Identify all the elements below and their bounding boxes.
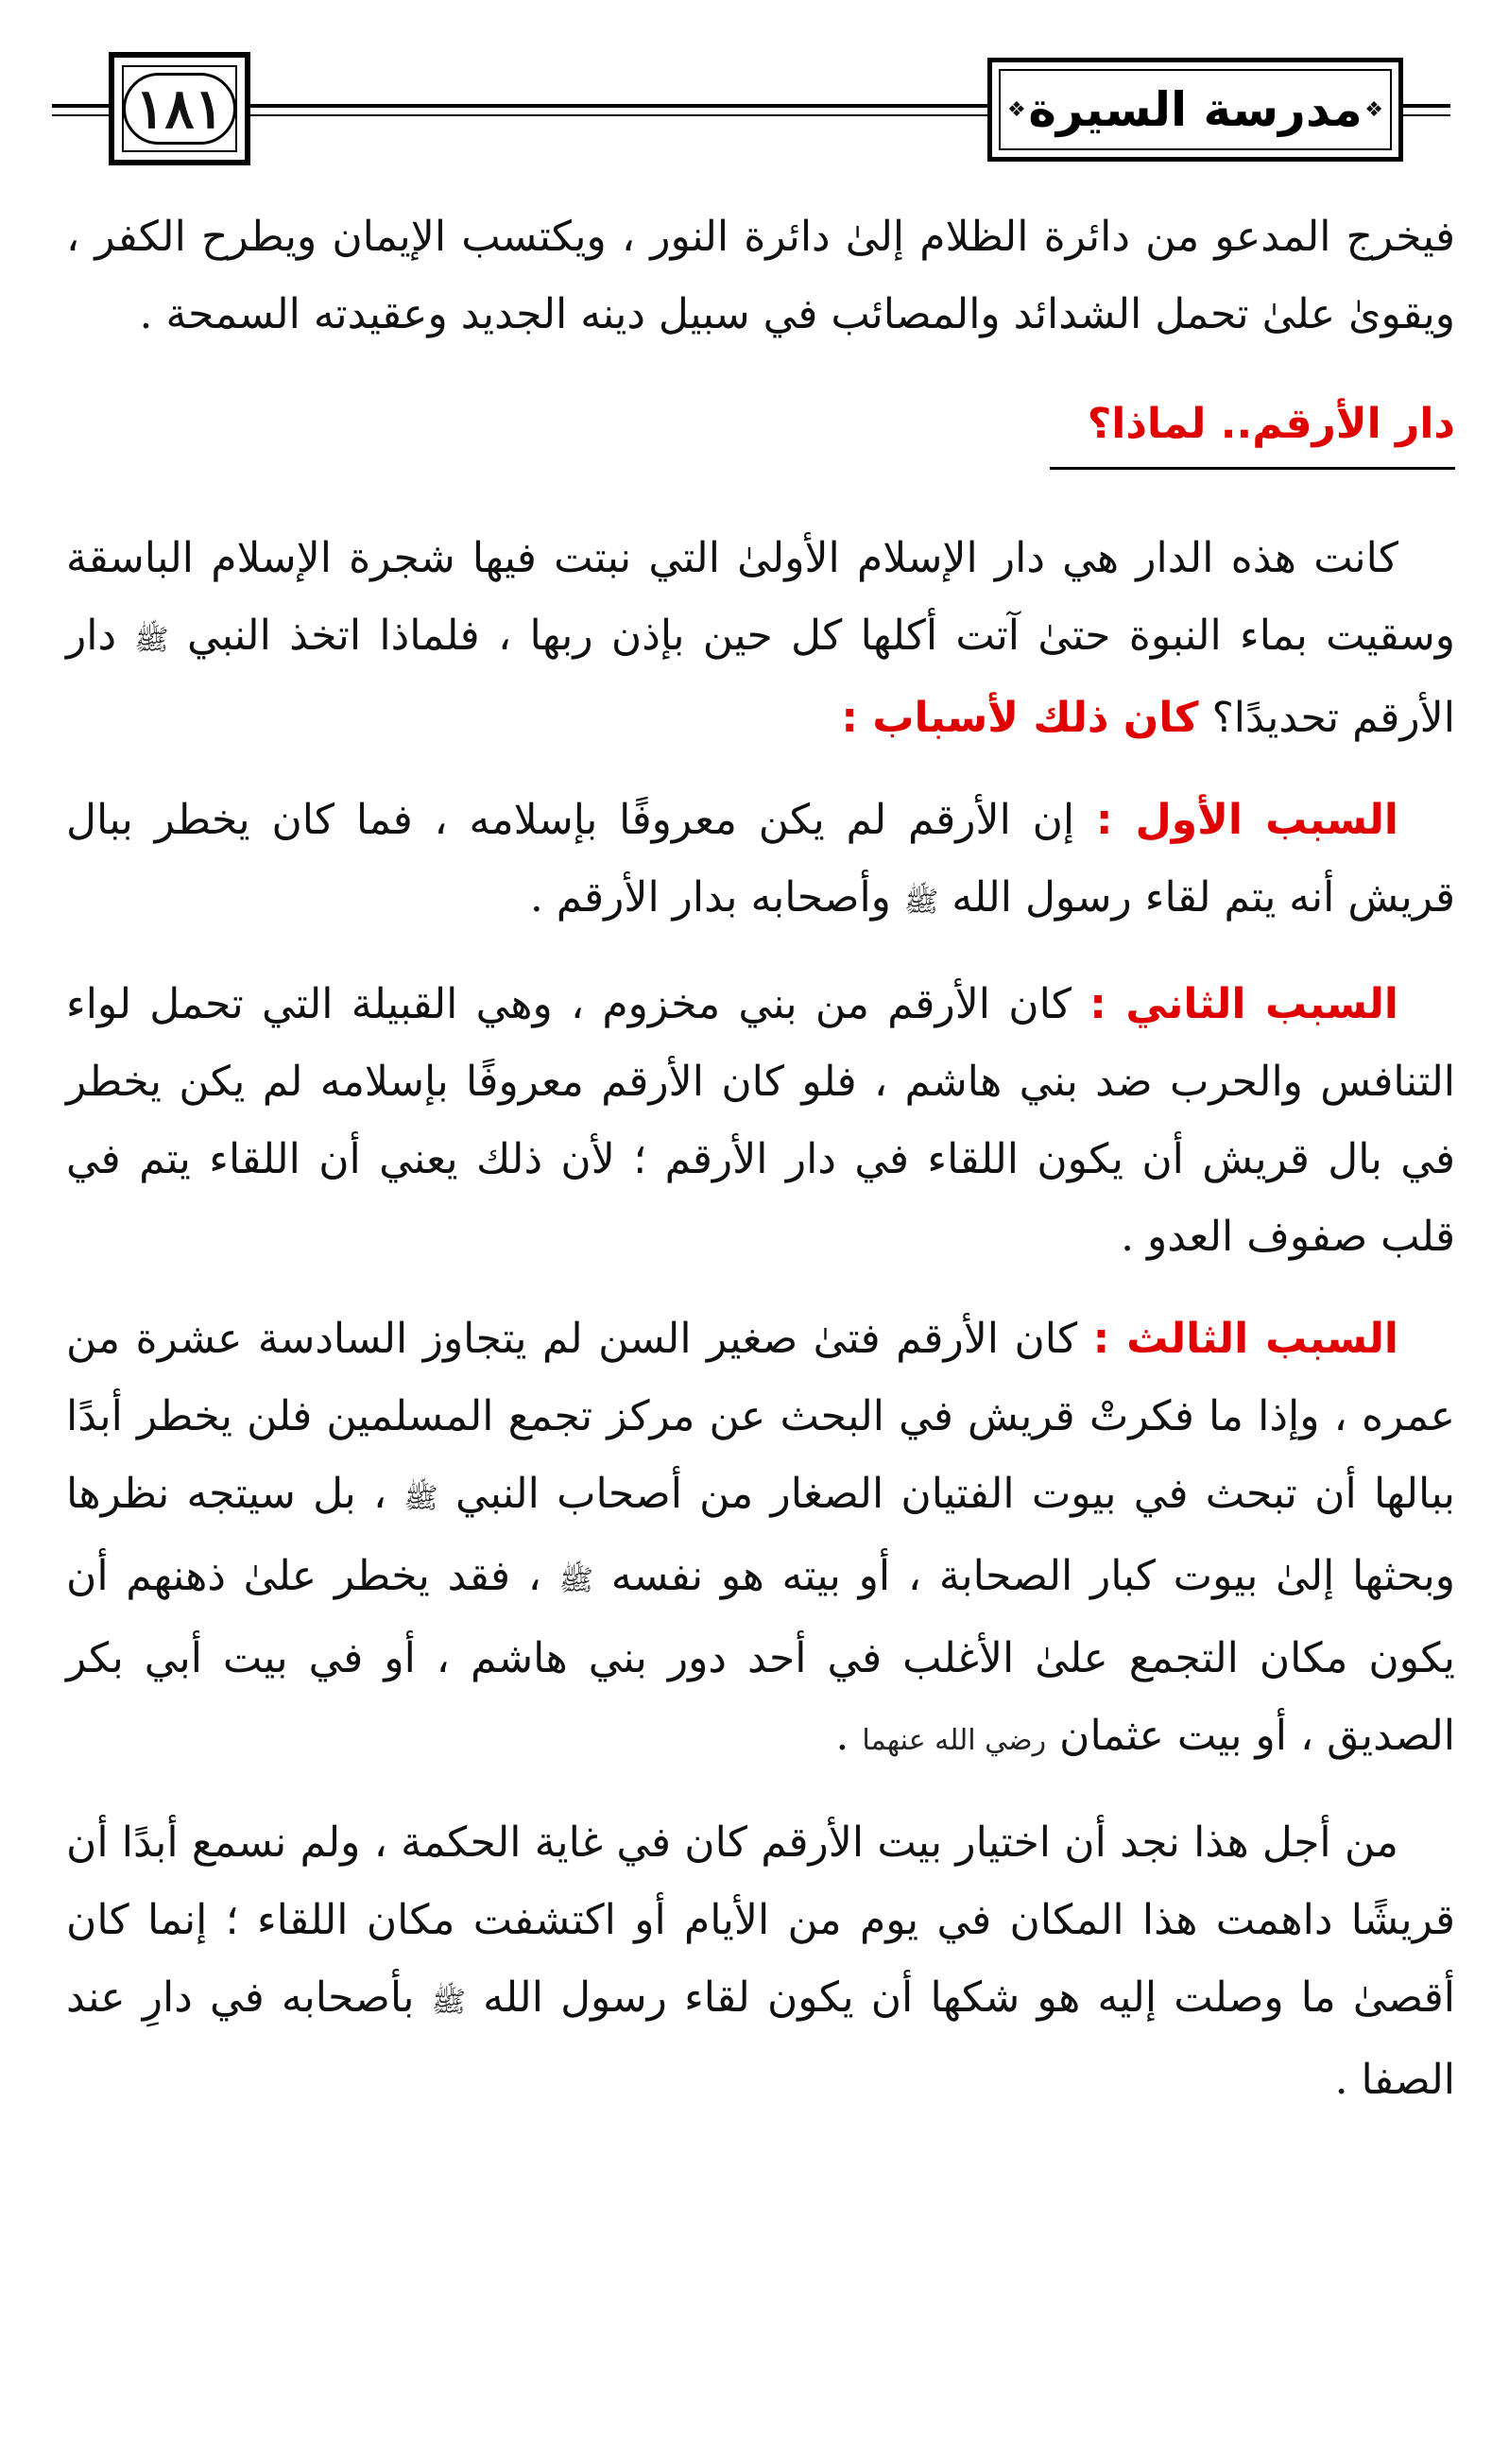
reason-3-paragraph <box>66 1301 1455 1780</box>
honorific-glyph: ﷺ <box>431 1986 466 2019</box>
book-title: مدرسة السيرة <box>1028 82 1363 137</box>
reason-3-label: السبب الثالث : <box>1092 1315 1398 1363</box>
header-rule-left <box>250 104 987 108</box>
page-body <box>66 198 1455 2144</box>
conclusion-paragraph <box>66 1804 1455 2119</box>
header-rule-edge-right <box>1403 104 1450 108</box>
reason-3-text-4: . <box>835 1712 849 1760</box>
section-heading: دار الأرقم.. لماذا؟ <box>1050 391 1455 470</box>
reason-1-label: السبب الأول : <box>1095 796 1398 844</box>
header-rule-edge-left <box>52 104 109 108</box>
intro-text: فيخرج المدعو من دائرة الظلام إلىٰ دائرة النور ، ويكتسب الإيمان ويطرح الكفر ، ويقوىٰ علىٰ تحمل الشدائد والمصائب في سبيل دينه الجديد وعقيدته السمحة . <box>66 213 1455 338</box>
honorific-glyph: ﷺ <box>558 1564 594 1597</box>
ornament-icon: ❖ <box>1364 98 1383 122</box>
page-number: ١٨١ <box>123 73 235 145</box>
reason-2-paragraph <box>66 966 1455 1276</box>
page-number-frame <box>109 52 250 165</box>
conclusion-text: من أجل هذا نجد أن اختيار بيت الأرقم كان في غاية الحكمة ، ولم نسمع أبدًا أن قريشًا داهمت هذا المكان في يوم من الأيام أو اكتشفت مكان اللقاء ؛ إنما كان أقصىٰ ما وصلت إليه هو شكها أن يكون لقاء رسول الله <box>66 1818 1455 2022</box>
intro-paragraph <box>66 198 1455 353</box>
honorific-glyph: ﷺ <box>403 1482 438 1515</box>
paragraph-1 <box>66 520 1455 757</box>
reasons-intro: كان ذلك لأسباب : <box>841 694 1199 742</box>
section-heading-wrap <box>66 386 1455 480</box>
honorific-glyph: رضي الله عنهما <box>862 1724 1047 1757</box>
ornament-icon: ❖ <box>1007 98 1026 122</box>
reason-3-text-3: ، فقد يخطر علىٰ ذهنهم أن يكون مكان التجمع علىٰ الأغلب في أحد دور بني هاشم ، أو في بيت أبي بكر الصديق ، أو بيت عثمان <box>66 1552 1455 1760</box>
reason-3-text-2: ، بل سيتجه نظرها وبحثها إلىٰ بيوت كبار الصحابة ، أو بيته هو نفسه <box>66 1470 1455 1600</box>
book-title-frame <box>987 58 1403 162</box>
reason-1-text: إن الأرقم لم يكن معروفًا بإسلامه ، فما كان يخطر ببال قريش أنه يتم لقاء رسول الله <box>66 796 1455 922</box>
page-header <box>52 52 1450 175</box>
honorific-glyph: ﷺ <box>903 886 939 919</box>
reason-2-text: كان الأرقم من بني مخزوم ، وهي القبيلة التي تحمل لواء التنافس والحرب ضد بني هاشم ، فلو كان الأرقم معروفًا بإسلامه لم يكن يخطر في بال قريش أن يكون اللقاء في دار الأرقم ؛ لأن ذلك يعني أن اللقاء يتم في قلب صفوف العدو . <box>66 980 1455 1261</box>
conclusion-text-2: بأصحابه في دارِ عند الصفا . <box>66 1973 1455 2104</box>
header-rule-edge-left-thin <box>52 114 109 116</box>
reason-1-text-2: وأصحابه بدار الأرقم . <box>529 873 891 922</box>
reason-2-label: السبب الثاني : <box>1089 980 1398 1028</box>
paragraph-1-text: كانت هذه الدار هي دار الإسلام الأولىٰ التي نبتت فيها شجرة الإسلام الباسقة وسقيت بماء النبوة حتىٰ آتت أكلها كل حين بإذن ربها ، فلماذا اتخذ النبي <box>66 534 1455 660</box>
paragraph-1-text-2: دار الأرقم تحديدًا؟ <box>66 612 1455 742</box>
header-rule-left-thin <box>250 114 987 116</box>
reason-1-paragraph <box>66 782 1455 941</box>
reason-3-text: كان الأرقم فتىٰ صغير السن لم يتجاوز السادسة عشرة من عمره ، وإذا ما فكرتْ قريش في البحث عن مركز تجمع المسلمين فلن يخطر أبدًا ببالها أن تبحث في بيوت الفتيان الصغار من أصحاب النبي <box>66 1315 1455 1518</box>
header-rule-edge-right-thin <box>1403 114 1450 116</box>
honorific-glyph: ﷺ <box>134 624 169 657</box>
